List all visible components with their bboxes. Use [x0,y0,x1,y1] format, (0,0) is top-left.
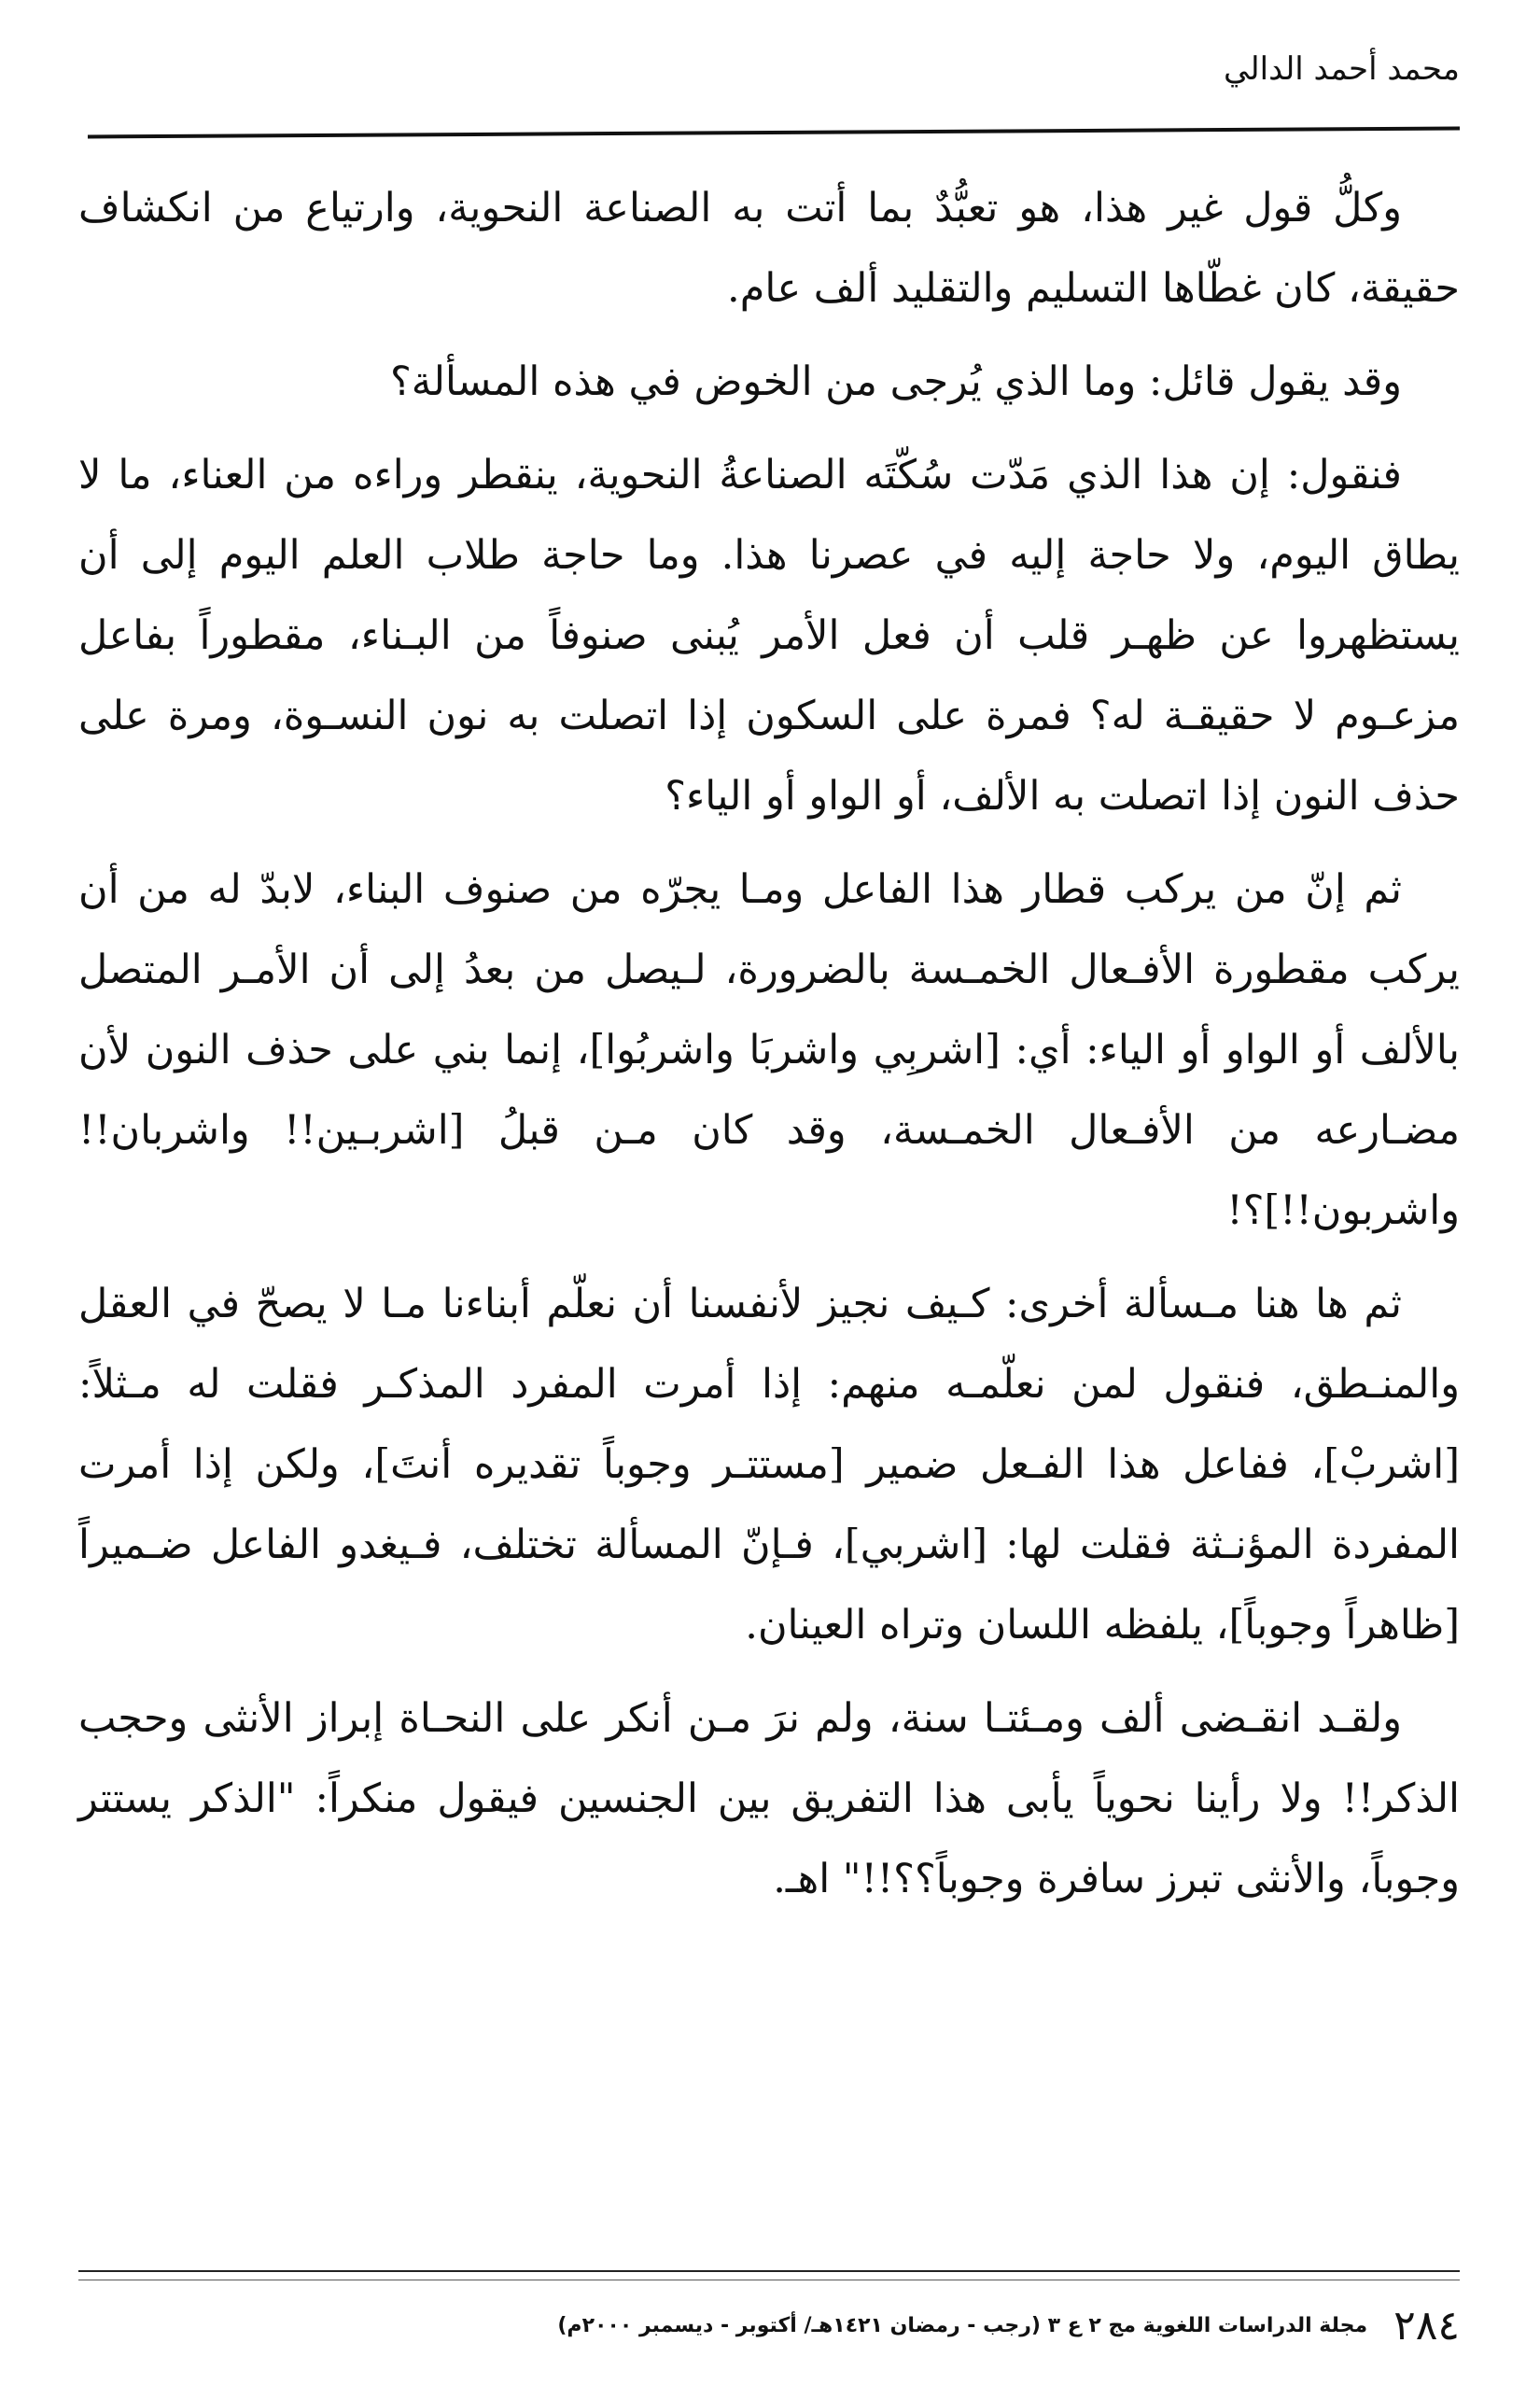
paragraph: ولقـد انقـضى ألف ومـئتـا سنة، ولم نرَ مـن أنكر على النحـاة إبراز الأنثى وحجب الذكر!! ولا رأينا نحوياً يأبى هذا التفريق بين الجنسين فيقول منكراً: "الذكر يستتر وجوباً، والأنثى تبرز سافرة وجوباً؟؟!!" اهـ. [78,1695,1460,1902]
paragraph: وقد يقول قائل: وما الذي يُرجى من الخوض في هذه المسألة؟ [389,358,1402,405]
running-header-author: محمد أحمد الدالي [1223,50,1460,88]
paragraph: ثم إنّ من يركب قطار هذا الفاعل ومـا يجرّه من صنوف البناء، لابدّ له من أن يركب مقطورة الأفـعال الخمـسة بالضرورة، لـيصل من بعدُ إلى أن الأمـر المتصل بالألف أو الواو أو الياء: أي: [اشربِي واشربَا واشربُوا]، إنما بني على حذف النون لأن مضـارعه من الأفـعال الخمـسة، وقد كان مـن قبلُ [اشربـين!! واشربان!! واشربون!!]؟! [78,866,1460,1234]
paragraph: فنقول: إن هذا الذي مَدّت سُكّتَه الصناعةُ النحوية، ينقطر وراءه من العناء، ما لا يطاق اليوم، ولا حاجة إليه في عصرنا هذا. وما حاجة طلاب العلم اليوم إلى أن يستظهروا عن ظهـر قلب أن فعل الأمر يُبنى صنوفاً من البـناء، مقطوراً بفاعل مزعـوم لا حقيقـة له؟ فمرة على السكون إذا اتصلت به نون النسـوة، ومرة على حذف النون إذا اتصلت به الألف، أو الواو أو الياء؟ [78,452,1460,820]
journal-citation: مجلة الدراسات اللغوية مج ٢ ع ٣ (رجب - رمضان ١٤٢١هـ/ أكتوبر - ديسمبر ٢٠٠٠م) [557,2314,1368,2337]
article-body [78,168,1460,1932]
paragraph: ثم ها هنا مـسألة أخرى: كـيف نجيز لأنفسنا أن نعلّم أبناءنا مـا لا يصحّ في العقل والمنـطق، فنقول لمن نعلّمـه منهم: إذا أمرت المفرد المذكـر فقلت له مـثلاً: [اشربْ]، ففاعل هذا الفـعل ضمير [مستتـر وجوباً تقديره أنتَ]، ولكن إذا أمرت المفردة المؤنـثة فقلت لها: [اشربي]، فـإنّ المسألة تختلف، فـيغدو الفاعل ضـميراً [ظاهراً وجوباً]، يلفظه اللسان وتراه العينان. [78,1281,1460,1648]
page-number: ٢٨٤ [1393,2302,1460,2350]
footer-divider [78,2270,1460,2272]
page-footer [78,2302,1460,2350]
paragraph: وكلُّ قول غير هذا، هو تعبُّدٌ بما أتت به الصناعة النحوية، وارتياع من انكشاف حقيقة، كان غطّاها التسليم والتقليد ألف عام. [78,185,1460,312]
header-divider [88,127,1460,139]
